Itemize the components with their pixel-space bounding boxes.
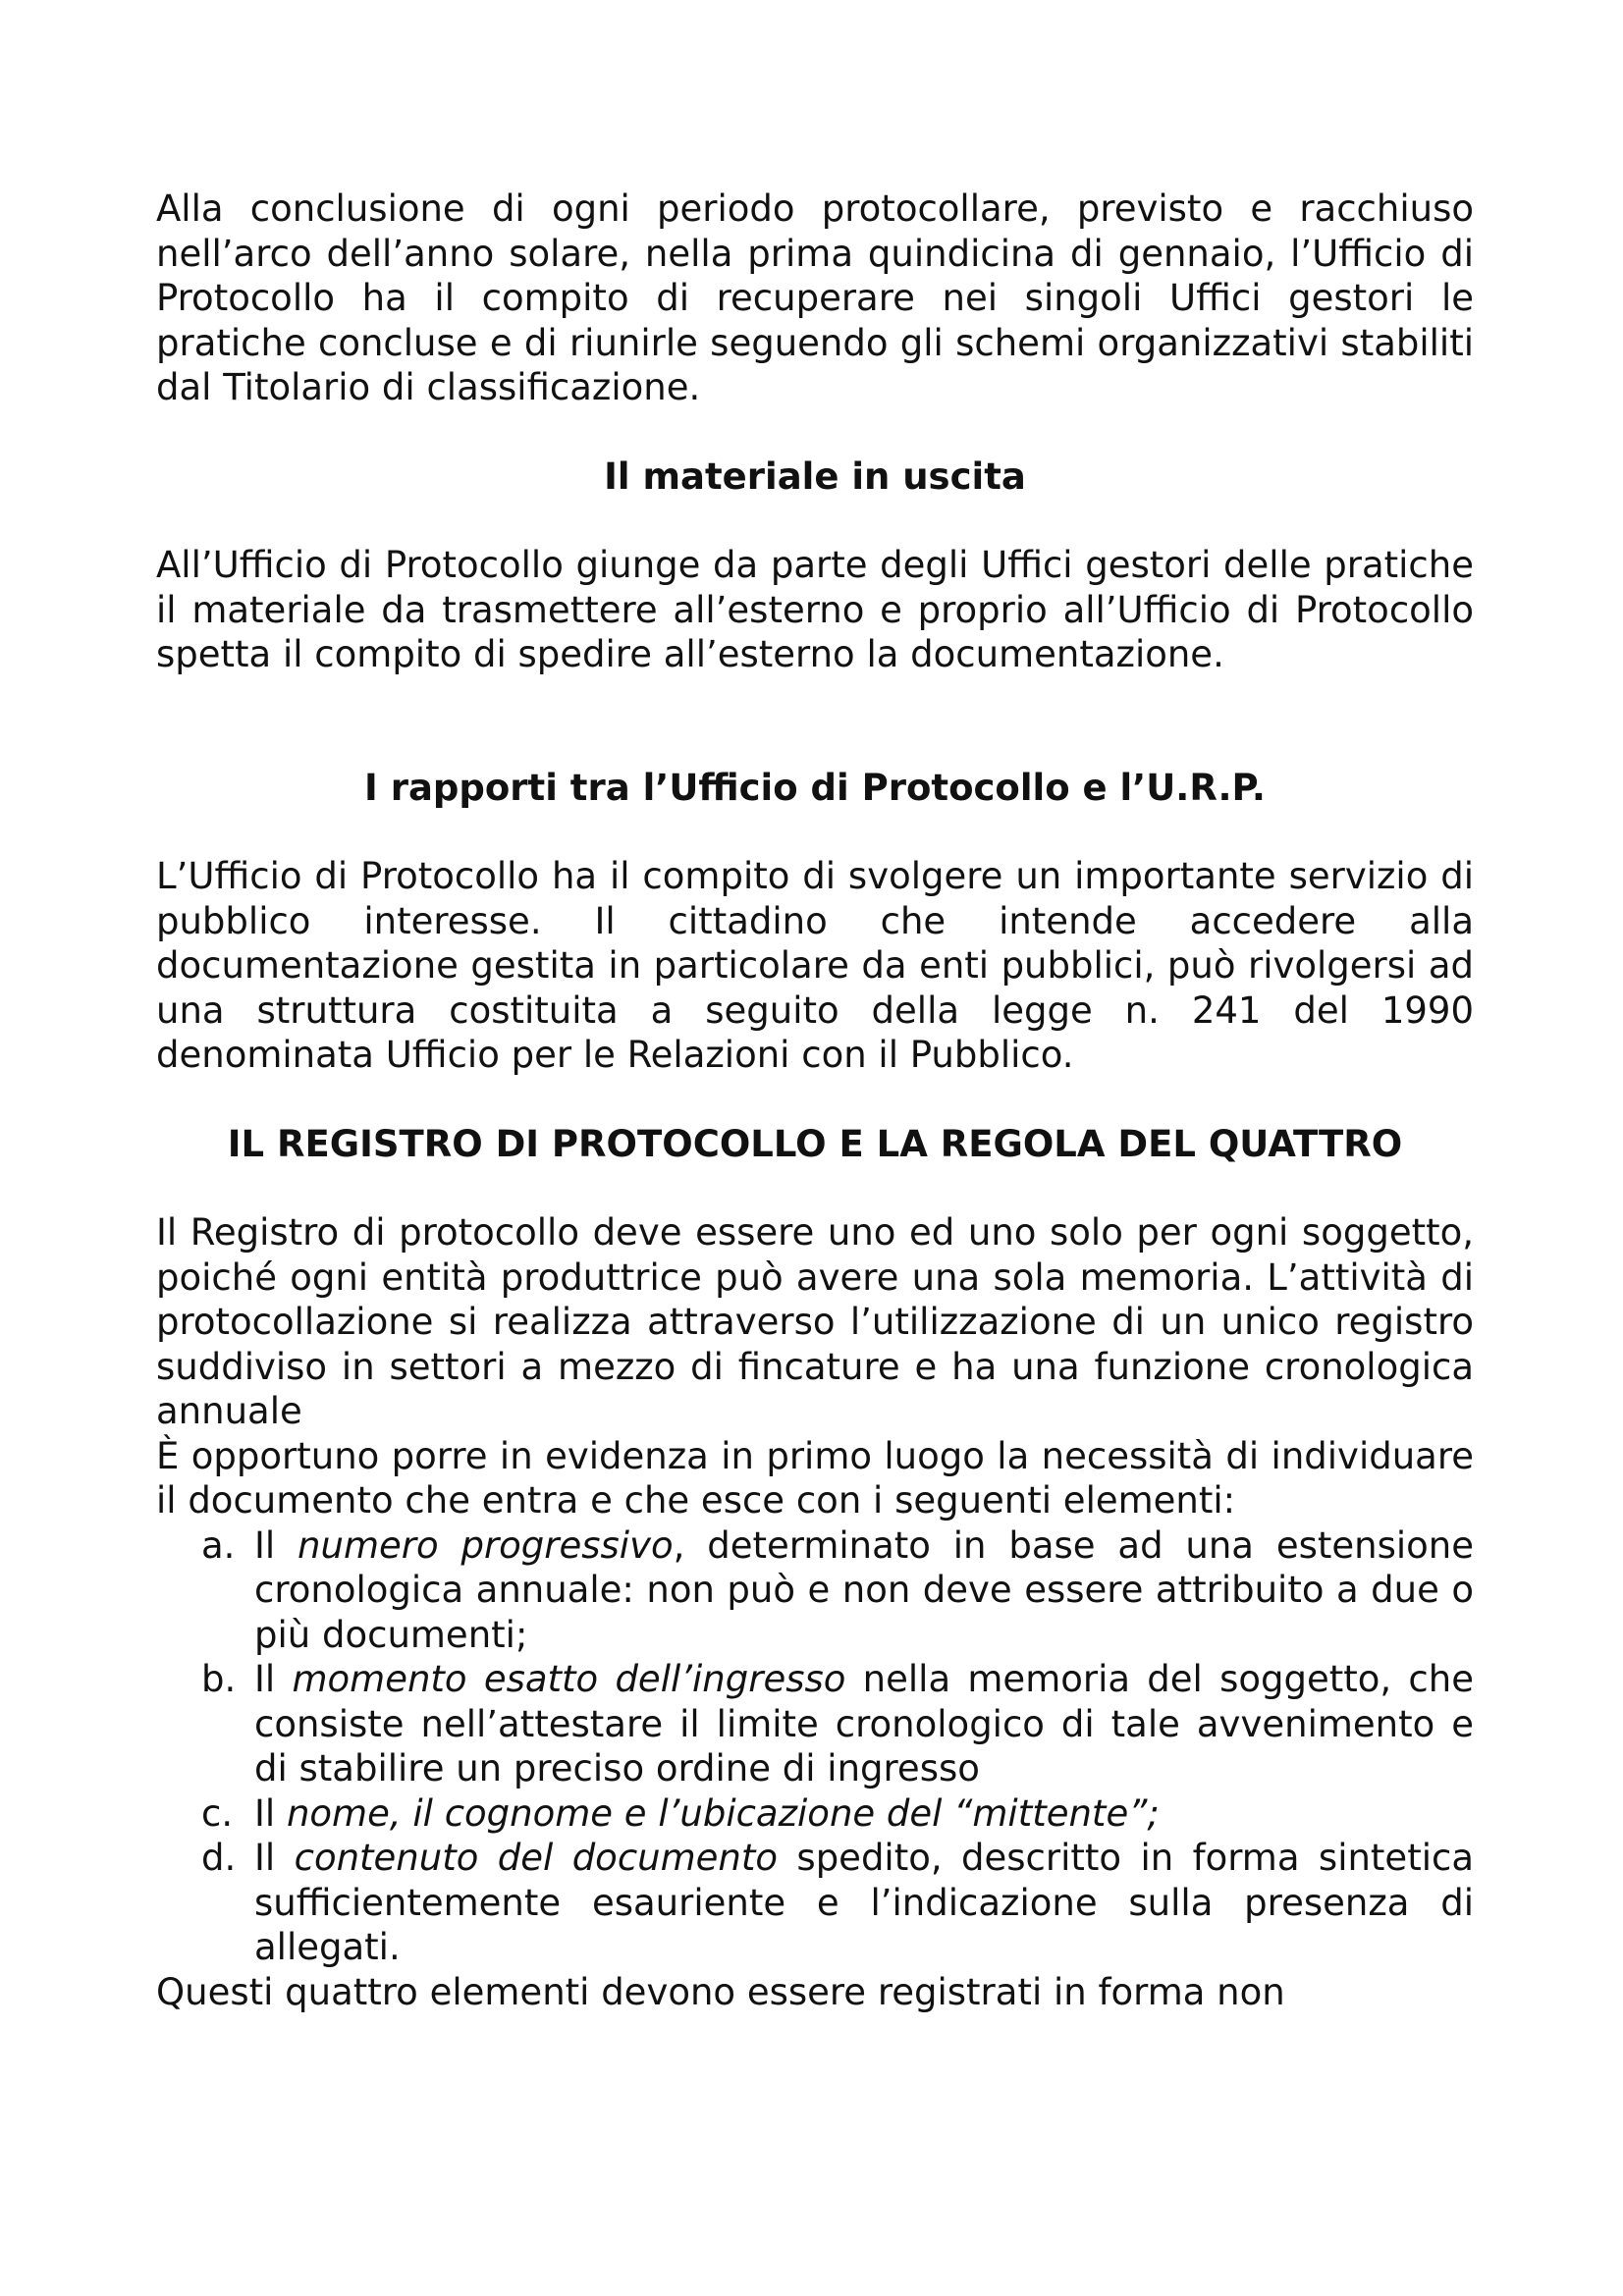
elements-list (156, 1523, 1474, 1970)
list-item-emphasis: contenuto del documento (294, 1837, 779, 1879)
list-marker: b. (201, 1658, 237, 1700)
list-item-prefix: Il (254, 1837, 295, 1879)
list-item (201, 1523, 1474, 1658)
paragraph-outgoing-material: All’Ufficio di Protocollo giunge da parte degli Uffici gestori delle pratiche il materiale da trasmettere all’esterno e proprio all’Ufficio di Protocollo spetta il compito di spedire all’esterno la documentazione. (156, 544, 1474, 675)
list-marker: d. (201, 1837, 237, 1879)
list-item-text: nella memoria del soggetto, che consiste nell’attestare il limite cronologico di tale avvenimento e di stabilire un preciso ordine di ingresso (254, 1658, 1474, 1789)
list-item-emphasis: nome, il cognome e l’ubicazione del “mittente”; (286, 1791, 1160, 1835)
list-item (201, 1836, 1474, 1970)
paragraph-protocol-period: Alla conclusione di ogni periodo protocollare, previsto e racchiuso nell’arco dell’anno solare, nella prima quindicina di gennaio, l’Ufficio di Protocollo ha il compito di recuperare nei singoli Uffici gestori le pratiche concluse e di riunirle seguendo gli schemi organizzativi stabiliti dal Titolario di classificazione. (156, 187, 1474, 408)
list-marker: a. (201, 1523, 236, 1567)
list-item-emphasis: numero progressivo (298, 1523, 674, 1567)
paragraph-urp-relations: L’Ufficio di Protocollo ha il compito di svolgere un importante servizio di pubblico interesse. Il cittadino che intende accedere alla documentazione gestita in particolare da enti pubblici, può rivolgersi ad una struttura costituita a seguito della legge n. 241 del 1990 denominata Ufficio per le Relazioni con il Pubblico. (156, 855, 1474, 1076)
document-body (156, 187, 1474, 2014)
heading-urp-relations: I rapporti tra l’Ufficio di Protocollo e l’U.R.P. (364, 766, 1266, 809)
heading-outgoing-material: Il materiale in uscita (604, 454, 1026, 498)
paragraph-elements-intro: È opportuno porre in evidenza in primo luogo la necessità di individuare il documento che entra e che esce con i seguenti elementi: (156, 1434, 1474, 1522)
list-item-prefix: Il (254, 1791, 287, 1835)
list-item-prefix: Il (254, 1658, 293, 1700)
list-item-emphasis: momento esatto dell’ingresso (292, 1658, 846, 1700)
heading-protocol-register: IL REGISTRO DI PROTOCOLLO E LA REGOLA DEL QUATTRO (227, 1122, 1403, 1165)
list-item-text: , determinato in base ad una estensione cronologica annuale: non può e non deve essere attribuito a due o più documenti; (254, 1523, 1474, 1656)
list-item-text: spedito, descritto in forma sintetica sufficientemente esauriente e l’indicazione sulla presenza di allegati. (254, 1837, 1474, 1968)
list-marker: c. (201, 1791, 234, 1835)
list-item-prefix: Il (254, 1523, 298, 1567)
paragraph-closing: Questi quattro elementi devono essere registrati in forma non (156, 1970, 1285, 2013)
paragraph-register-definition: Il Registro di protocollo deve essere uno ed uno solo per ogni soggetto, poiché ogni entità produttrice può avere una sola memoria. L’attività di protocollazione si realizza attraverso l’utilizzazione di un unico registro suddiviso in settori a mezzo di fincature e ha una funzione cronologica annuale (156, 1211, 1474, 1432)
list-item (201, 1657, 1474, 1791)
list-item (201, 1791, 1474, 1837)
